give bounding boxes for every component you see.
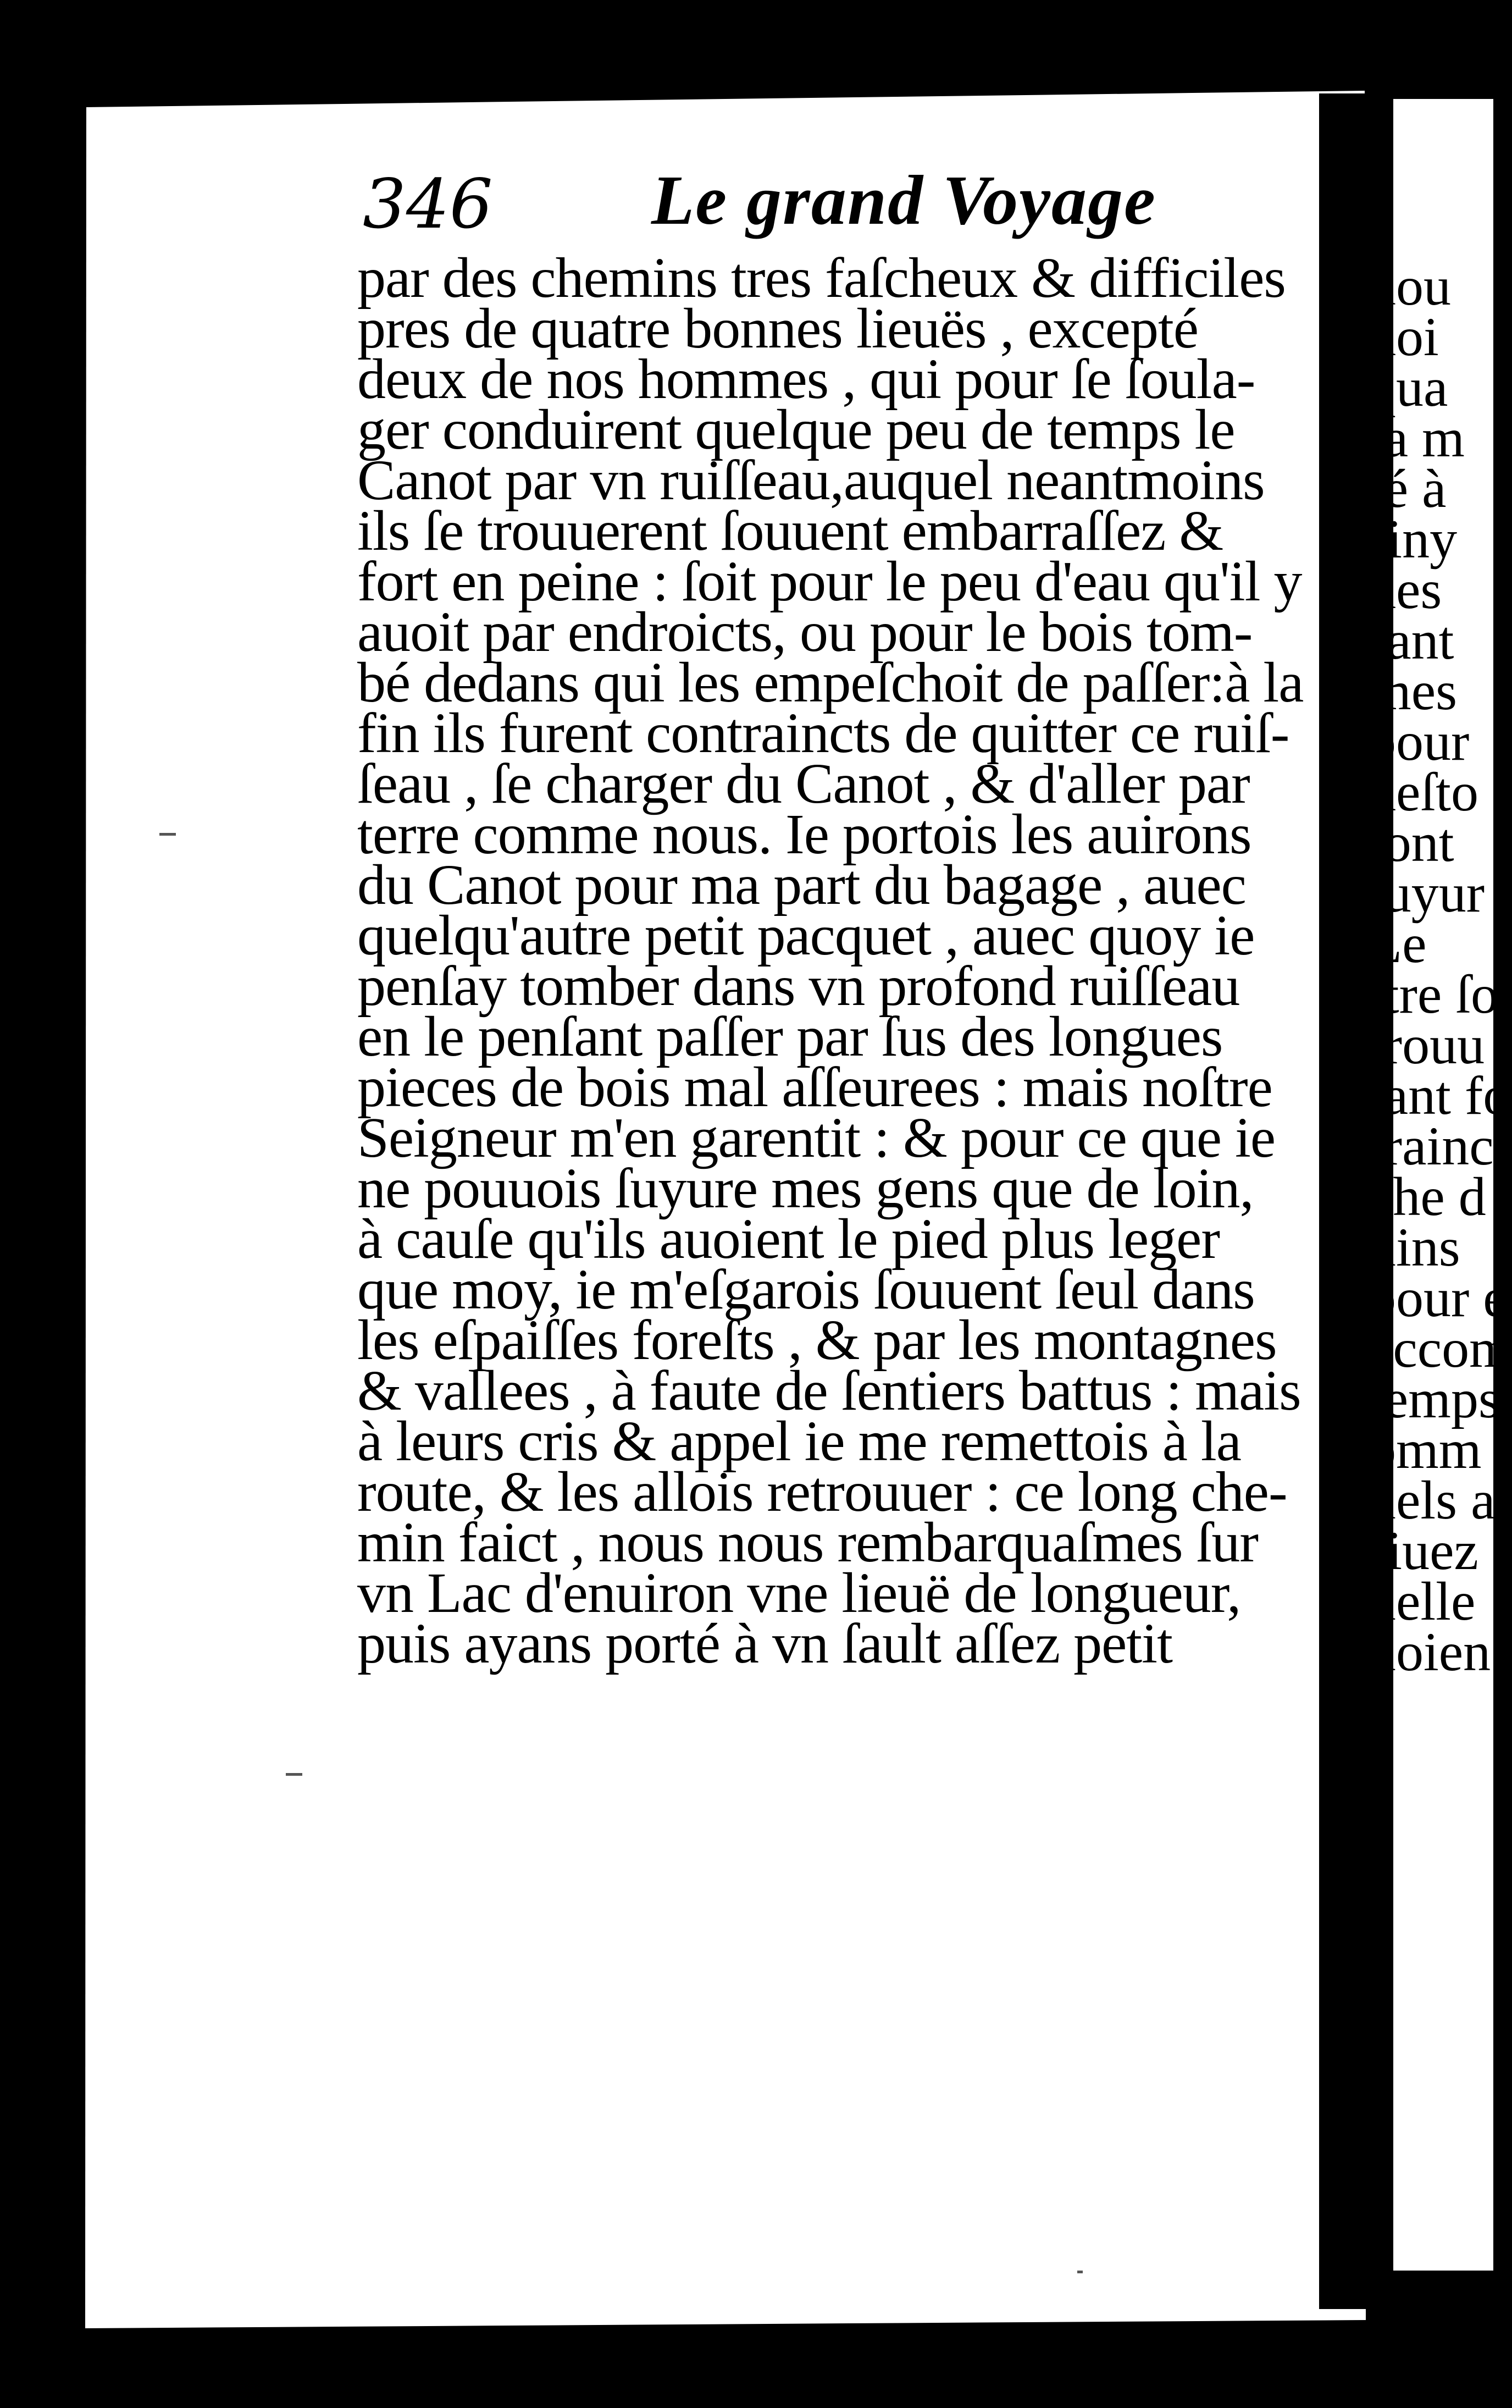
adjacent-text-line: ſtre ſo [1369, 964, 1499, 1025]
text-line: vn Lac d'enuiron vne lieuë de longueur, [357, 1561, 1241, 1625]
text-line: Seigneur m'en garentit : & pour ce que ie [357, 1106, 1276, 1169]
adjacent-text-line: rant [1369, 610, 1454, 671]
page-header [363, 161, 1297, 247]
text-line: bé dedans qui les empeſchoit de paſſer:à la [357, 651, 1304, 714]
adjacent-text-line: riuez [1369, 1520, 1478, 1581]
text-line: que moy, ie m'eſgarois ſouuent ſeul dans [357, 1258, 1255, 1321]
text-line: min faict , nous nous rembarquaſmes ſur [357, 1511, 1259, 1574]
text-line: du Canot pour ma part du bagage , auec [357, 853, 1246, 916]
text-line: penſay tomber dans vn profond ruiſſeau [357, 954, 1240, 1018]
adjacent-page-text [1347, 256, 1512, 1682]
adjacent-text-line: pour e [1369, 1267, 1508, 1328]
text-line: puis ayans porté à vn ſault aſſez petit [357, 1612, 1172, 1675]
adjacent-text-line: la m [1369, 407, 1465, 468]
text-line: ſeau , ſe charger du Canot , & d'aller par [357, 752, 1250, 815]
text-line: pieces de bois mal aſſeurees : mais noſtre [357, 1056, 1272, 1119]
text-line: fort en peine : ſoit pour le peu d'eau qu'il y [357, 550, 1302, 613]
page-number: 346 [363, 165, 493, 244]
adjacent-text-line: doi [1369, 306, 1439, 367]
scan-mark [1077, 2271, 1083, 2273]
adjacent-text-line: pour [1369, 711, 1470, 772]
adjacent-text-line: ſuyur [1369, 863, 1485, 924]
adjacent-text-line: trouu [1369, 1014, 1485, 1075]
text-line: quelqu'autre petit pacquet , auec quoy ie [357, 904, 1255, 967]
text-line: pres de quatre bonnes lieuës , excepté [357, 297, 1199, 360]
text-line: à leurs cris & appel ie me remettois à la [357, 1410, 1241, 1473]
text-line: auoit par endroicts, ou pour le bois tom- [357, 600, 1253, 664]
adjacent-text-line: uoien [1369, 1621, 1491, 1682]
adjacent-text-line: trainct [1369, 1115, 1509, 1177]
adjacent-text-line: che d [1369, 1166, 1486, 1227]
text-line: à cauſe qu'ils auoient le pied plus leger [357, 1207, 1220, 1271]
text-line: en le penſant paſſer par ſus des longues [357, 1005, 1223, 1068]
adjacent-text-line: qua [1369, 357, 1448, 418]
adjacent-text-line: accom [1369, 1318, 1512, 1379]
text-line: par des chemins tres faſcheux & difficiles [357, 246, 1286, 310]
body-text [357, 246, 1319, 1675]
text-line: fin ils furent contraincts de quitter ce ruiſ- [357, 702, 1289, 765]
adjacent-text-line: deſto [1369, 761, 1478, 822]
adjacent-text-line: des [1369, 559, 1442, 620]
text-line: & vallees , à faute de ſentiers battus : mais [357, 1359, 1301, 1422]
adjacent-text-line: temps [1369, 1368, 1500, 1429]
adjacent-text-line: té à [1369, 458, 1447, 519]
adjacent-text-line: Le [1369, 913, 1427, 974]
adjacent-text-line: uins [1369, 1217, 1460, 1278]
adjacent-text-line: uels a [1369, 1470, 1496, 1531]
running-title: Le grand Voyage [651, 161, 1156, 239]
text-line: les eſpaiſſes foreſts , & par les montagnes [357, 1308, 1277, 1372]
text-line: deux de nos hommes , qui pour ſe ſoula- [357, 347, 1255, 411]
adjacent-text-line: omm [1369, 1419, 1482, 1480]
text-line: terre comme nous. Ie portois les auirons [357, 803, 1251, 866]
adjacent-text-line: uelle [1369, 1571, 1476, 1632]
adjacent-text-line: mes [1369, 660, 1458, 721]
text-line: route, & les allois retrouuer : ce long che- [357, 1460, 1287, 1523]
text-line: ils ſe trouuerent ſouuent embarraſſez & [357, 499, 1223, 562]
text-line: Canot par vn ruiſſeau,auquel neantmoins [357, 449, 1265, 512]
scan-mark [286, 1773, 302, 1776]
text-line: ne pouuois ſuyure mes gens que de loin, [357, 1157, 1254, 1220]
adjacent-text-line: ſont [1369, 812, 1454, 873]
adjacent-text-line: nou [1369, 256, 1451, 317]
text-line: ger conduirent quelque peu de temps le [357, 398, 1235, 461]
adjacent-text-line: ſant fo [1369, 1065, 1511, 1126]
scan-mark [159, 833, 176, 836]
adjacent-text-line: riny [1369, 509, 1458, 570]
